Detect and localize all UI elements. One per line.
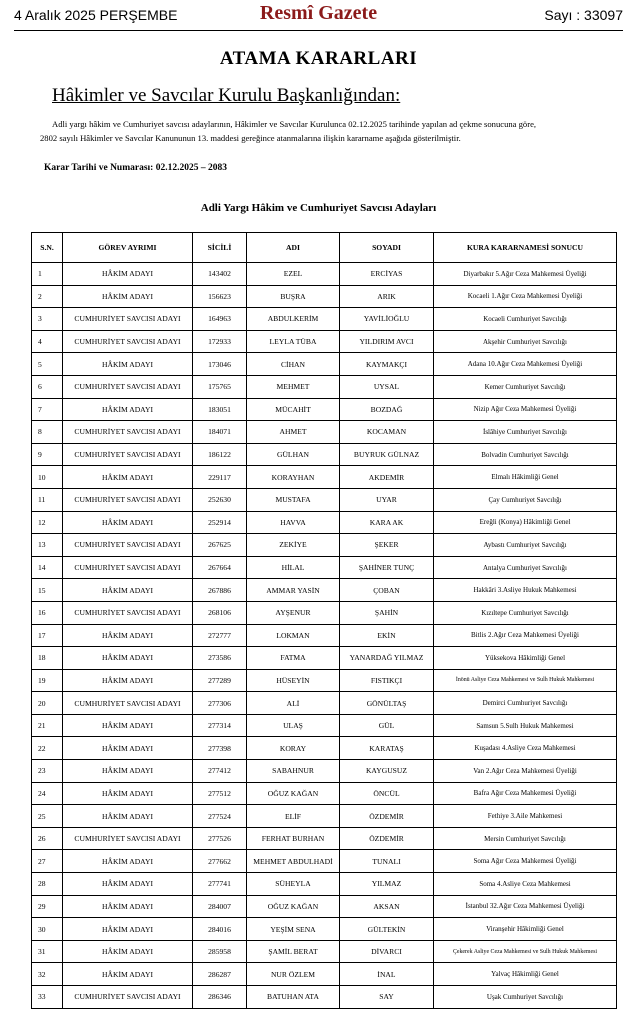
cell-registry: 173046 xyxy=(193,353,247,376)
table-row xyxy=(32,895,617,918)
cell-surname: ŞAHİN xyxy=(340,601,434,624)
cell-sn: 12 xyxy=(32,511,63,534)
cell-result: Ereğli (Konya) Hâkimliği Genel xyxy=(434,511,617,534)
table-row xyxy=(32,692,617,715)
cell-duty: HÂKİM ADAYI xyxy=(63,579,193,602)
cell-first-name: CİHAN xyxy=(247,353,340,376)
cell-sn: 18 xyxy=(32,647,63,670)
cell-registry: 286287 xyxy=(193,963,247,986)
institution-heading: Hâkimler ve Savcılar Kurulu Başkanlığından: xyxy=(52,85,401,106)
cell-result: Uşak Cumhuriyet Savcılığı xyxy=(434,986,617,1009)
col-header-registry: SİCİLİ xyxy=(193,233,247,263)
cell-result: Yalvaç Hâkimliği Genel xyxy=(434,963,617,986)
cell-registry: 284007 xyxy=(193,895,247,918)
cell-sn: 6 xyxy=(32,375,63,398)
cell-registry: 277662 xyxy=(193,850,247,873)
cell-registry: 277524 xyxy=(193,805,247,828)
table-row xyxy=(32,511,617,534)
cell-surname: ÖZDEMİR xyxy=(340,827,434,850)
cell-sn: 29 xyxy=(32,895,63,918)
cell-sn: 22 xyxy=(32,737,63,760)
cell-sn: 9 xyxy=(32,443,63,466)
cell-result: Mersin Cumhuriyet Savcılığı xyxy=(434,827,617,850)
cell-surname: FISTIKÇI xyxy=(340,669,434,692)
cell-surname: ŞAHİNER TUNÇ xyxy=(340,556,434,579)
cell-result: Hakkâri 3.Asliye Hukuk Mahkemesi xyxy=(434,579,617,602)
cell-first-name: AHMET xyxy=(247,421,340,444)
cell-sn: 33 xyxy=(32,986,63,1009)
cell-result: İnönü Asliye Ceza Mahkemesi ve Sulh Hukuk Mahkemesi xyxy=(434,669,617,692)
table-row xyxy=(32,308,617,331)
cell-surname: ŞEKER xyxy=(340,534,434,557)
cell-duty: CUMHURİYET SAVCISI ADAYI xyxy=(63,421,193,444)
cell-first-name: ELİF xyxy=(247,805,340,828)
cell-sn: 32 xyxy=(32,963,63,986)
cell-first-name: OĞUZ KAĞAN xyxy=(247,895,340,918)
table-row xyxy=(32,285,617,308)
cell-duty: HÂKİM ADAYI xyxy=(63,669,193,692)
cell-duty: HÂKİM ADAYI xyxy=(63,940,193,963)
table-row xyxy=(32,714,617,737)
cell-first-name: NUR ÖZLEM xyxy=(247,963,340,986)
table-row xyxy=(32,737,617,760)
cell-first-name: SÜHEYLA xyxy=(247,873,340,896)
cell-first-name: ALİ xyxy=(247,692,340,715)
table-row xyxy=(32,918,617,941)
cell-duty: CUMHURİYET SAVCISI ADAYI xyxy=(63,986,193,1009)
cell-duty: HÂKİM ADAYI xyxy=(63,918,193,941)
issue-number: Sayı : 33097 xyxy=(544,7,623,23)
cell-duty: HÂKİM ADAYI xyxy=(63,511,193,534)
table-row xyxy=(32,556,617,579)
cell-registry: 286346 xyxy=(193,986,247,1009)
table-row xyxy=(32,488,617,511)
cell-sn: 21 xyxy=(32,714,63,737)
cell-duty: HÂKİM ADAYI xyxy=(63,714,193,737)
cell-registry: 229117 xyxy=(193,466,247,489)
cell-sn: 14 xyxy=(32,556,63,579)
cell-sn: 19 xyxy=(32,669,63,692)
cell-result: Nizip Ağır Ceza Mahkemesi Üyeliği xyxy=(434,398,617,421)
table-row xyxy=(32,330,617,353)
cell-sn: 7 xyxy=(32,398,63,421)
gazette-title: Resmî Gazete xyxy=(259,2,378,24)
table-row xyxy=(32,805,617,828)
cell-registry: 277314 xyxy=(193,714,247,737)
cell-first-name: HAVVA xyxy=(247,511,340,534)
cell-surname: ERCİYAS xyxy=(340,263,434,286)
cell-duty: HÂKİM ADAYI xyxy=(63,285,193,308)
cell-result: Kızıltepe Cumhuriyet Savcılığı xyxy=(434,601,617,624)
cell-surname: ARIK xyxy=(340,285,434,308)
cell-duty: CUMHURİYET SAVCISI ADAYI xyxy=(63,330,193,353)
cell-duty: CUMHURİYET SAVCISI ADAYI xyxy=(63,601,193,624)
cell-sn: 13 xyxy=(32,534,63,557)
cell-surname: YILDIRIM AVCI xyxy=(340,330,434,353)
cell-sn: 31 xyxy=(32,940,63,963)
cell-duty: CUMHURİYET SAVCISI ADAYI xyxy=(63,692,193,715)
table-row xyxy=(32,986,617,1009)
cell-surname: EKİN xyxy=(340,624,434,647)
cell-registry: 267625 xyxy=(193,534,247,557)
cell-surname: DİVARCI xyxy=(340,940,434,963)
cell-duty: CUMHURİYET SAVCISI ADAYI xyxy=(63,443,193,466)
cell-first-name: BATUHAN ATA xyxy=(247,986,340,1009)
cell-registry: 252630 xyxy=(193,488,247,511)
table-row xyxy=(32,601,617,624)
cell-result: Kocaeli 1.Ağır Ceza Mahkemesi Üyeliği xyxy=(434,285,617,308)
cell-first-name: ŞAMİL BERAT xyxy=(247,940,340,963)
table-title: Adli Yargı Hâkim ve Cumhuriyet Savcısı Adayları xyxy=(200,202,437,214)
cell-surname: TUNALI xyxy=(340,850,434,873)
cell-sn: 4 xyxy=(32,330,63,353)
cell-duty: HÂKİM ADAYI xyxy=(63,353,193,376)
cell-sn: 25 xyxy=(32,805,63,828)
cell-registry: 267664 xyxy=(193,556,247,579)
cell-duty: HÂKİM ADAYI xyxy=(63,782,193,805)
cell-duty: HÂKİM ADAYI xyxy=(63,263,193,286)
cell-surname: AKDEMİR xyxy=(340,466,434,489)
cell-result: Demirci Cumhuriyet Savcılığı xyxy=(434,692,617,715)
intro-line-1: Adli yargı hâkim ve Cumhuriyet savcısı adaylarının, Hâkimler ve Savcılar Kurulunca 02.12.2025 tarihinde yapılan ad çekme sonucuna göre, xyxy=(52,119,537,129)
table-row xyxy=(32,375,617,398)
col-header-sn: S.N. xyxy=(32,233,63,263)
cell-surname: AKSAN xyxy=(340,895,434,918)
cell-duty: HÂKİM ADAYI xyxy=(63,895,193,918)
table-row xyxy=(32,263,617,286)
cell-registry: 252914 xyxy=(193,511,247,534)
cell-result: Viranşehir Hâkimliği Genel xyxy=(434,918,617,941)
col-header-result: KURA KARARNAMESİ SONUCU xyxy=(434,233,617,263)
cell-sn: 30 xyxy=(32,918,63,941)
cell-result: Yüksekova Hâkimliği Genel xyxy=(434,647,617,670)
cell-registry: 277526 xyxy=(193,827,247,850)
cell-first-name: MEHMET xyxy=(247,375,340,398)
appointments-table xyxy=(31,232,617,1009)
cell-result: Bafra Ağır Ceza Mahkemesi Üyeliği xyxy=(434,782,617,805)
cell-sn: 1 xyxy=(32,263,63,286)
cell-result: Akşehir Cumhuriyet Savcılığı xyxy=(434,330,617,353)
table-row xyxy=(32,579,617,602)
cell-sn: 15 xyxy=(32,579,63,602)
cell-registry: 277398 xyxy=(193,737,247,760)
table-row xyxy=(32,421,617,444)
cell-surname: UYSAL xyxy=(340,375,434,398)
table-row xyxy=(32,353,617,376)
cell-result: Kocaeli Cumhuriyet Savcılığı xyxy=(434,308,617,331)
table-row xyxy=(32,760,617,783)
cell-surname: UYAR xyxy=(340,488,434,511)
col-header-surname: SOYADI xyxy=(340,233,434,263)
cell-result: Elmalı Hâkimliği Genel xyxy=(434,466,617,489)
cell-first-name: OĞUZ KAĞAN xyxy=(247,782,340,805)
cell-surname: SAY xyxy=(340,986,434,1009)
cell-first-name: AMMAR YASİN xyxy=(247,579,340,602)
cell-surname: KAYGUSUZ xyxy=(340,760,434,783)
table-row xyxy=(32,398,617,421)
cell-result: Adana 10.Ağır Ceza Mahkemesi Üyeliği xyxy=(434,353,617,376)
cell-duty: HÂKİM ADAYI xyxy=(63,850,193,873)
table-row xyxy=(32,466,617,489)
page-title: ATAMA KARARLARI xyxy=(219,48,418,69)
cell-first-name: SABAHNUR xyxy=(247,760,340,783)
cell-registry: 184071 xyxy=(193,421,247,444)
cell-first-name: EZEL xyxy=(247,263,340,286)
cell-first-name: GÜLHAN xyxy=(247,443,340,466)
intro-line-2: 2802 sayılı Hâkimler ve Savcılar Kanununun 13. maddesi gereğince atanmalarına ilişkin kararname aşağıda gösterilmiştir. xyxy=(40,133,461,143)
cell-sn: 10 xyxy=(32,466,63,489)
cell-first-name: MUSTAFA xyxy=(247,488,340,511)
table-body xyxy=(32,263,617,1009)
cell-surname: KARA AK xyxy=(340,511,434,534)
cell-registry: 273586 xyxy=(193,647,247,670)
table-row xyxy=(32,940,617,963)
cell-sn: 27 xyxy=(32,850,63,873)
cell-result: Van 2.Ağır Ceza Mahkemesi Üyeliği xyxy=(434,760,617,783)
intro-paragraph xyxy=(40,117,620,145)
cell-duty: CUMHURİYET SAVCISI ADAYI xyxy=(63,556,193,579)
cell-duty: HÂKİM ADAYI xyxy=(63,873,193,896)
cell-registry: 172933 xyxy=(193,330,247,353)
cell-first-name: FERHAT BURHAN xyxy=(247,827,340,850)
cell-sn: 26 xyxy=(32,827,63,850)
cell-sn: 24 xyxy=(32,782,63,805)
cell-first-name: MEHMET ABDULHADİ xyxy=(247,850,340,873)
cell-first-name: BUŞRA xyxy=(247,285,340,308)
cell-registry: 277412 xyxy=(193,760,247,783)
cell-surname: KARATAŞ xyxy=(340,737,434,760)
table-row xyxy=(32,443,617,466)
cell-duty: HÂKİM ADAYI xyxy=(63,398,193,421)
cell-duty: HÂKİM ADAYI xyxy=(63,805,193,828)
cell-sn: 16 xyxy=(32,601,63,624)
cell-registry: 277741 xyxy=(193,873,247,896)
table-row xyxy=(32,669,617,692)
cell-result: Kuşadası 4.Asliye Ceza Mahkemesi xyxy=(434,737,617,760)
cell-sn: 28 xyxy=(32,873,63,896)
table-row xyxy=(32,534,617,557)
cell-surname: ÖNCÜL xyxy=(340,782,434,805)
cell-first-name: ULAŞ xyxy=(247,714,340,737)
cell-result: Soma Ağır Ceza Mahkemesi Üyeliği xyxy=(434,850,617,873)
col-header-first-name: ADI xyxy=(247,233,340,263)
table-row xyxy=(32,850,617,873)
cell-sn: 17 xyxy=(32,624,63,647)
cell-sn: 2 xyxy=(32,285,63,308)
cell-registry: 268106 xyxy=(193,601,247,624)
table-row xyxy=(32,782,617,805)
cell-duty: HÂKİM ADAYI xyxy=(63,647,193,670)
cell-duty: CUMHURİYET SAVCISI ADAYI xyxy=(63,534,193,557)
cell-result: Soma 4.Asliye Ceza Mahkemesi xyxy=(434,873,617,896)
cell-sn: 3 xyxy=(32,308,63,331)
cell-registry: 285958 xyxy=(193,940,247,963)
table-row xyxy=(32,873,617,896)
cell-result: Fethiye 3.Aile Mahkemesi xyxy=(434,805,617,828)
cell-result: Aybastı Cumhuriyet Savcılığı xyxy=(434,534,617,557)
cell-registry: 156623 xyxy=(193,285,247,308)
cell-duty: CUMHURİYET SAVCISI ADAYI xyxy=(63,488,193,511)
cell-first-name: KORAY xyxy=(247,737,340,760)
cell-result: İslâhiye Cumhuriyet Savcılığı xyxy=(434,421,617,444)
cell-surname: BOZDAĞ xyxy=(340,398,434,421)
cell-duty: CUMHURİYET SAVCISI ADAYI xyxy=(63,827,193,850)
cell-registry: 284016 xyxy=(193,918,247,941)
cell-first-name: ABDULKERİM xyxy=(247,308,340,331)
table-row xyxy=(32,827,617,850)
cell-result: Samsun 5.Sulh Hukuk Mahkemesi xyxy=(434,714,617,737)
cell-first-name: HÜSEYİN xyxy=(247,669,340,692)
cell-registry: 183051 xyxy=(193,398,247,421)
cell-first-name: YEŞİM SENA xyxy=(247,918,340,941)
cell-first-name: ZEKİYE xyxy=(247,534,340,557)
decision-date-number: Karar Tarihi ve Numarası: 02.12.2025 – 2083 xyxy=(44,163,227,173)
cell-sn: 5 xyxy=(32,353,63,376)
cell-surname: KAYMAKÇI xyxy=(340,353,434,376)
cell-duty: CUMHURİYET SAVCISI ADAYI xyxy=(63,308,193,331)
cell-surname: GÜLTEKİN xyxy=(340,918,434,941)
cell-sn: 23 xyxy=(32,760,63,783)
cell-first-name: LOKMAN xyxy=(247,624,340,647)
cell-surname: YILMAZ xyxy=(340,873,434,896)
cell-surname: KOCAMAN xyxy=(340,421,434,444)
table-row xyxy=(32,624,617,647)
gazette-header xyxy=(0,0,637,30)
cell-surname: GÖNÜLTAŞ xyxy=(340,692,434,715)
cell-registry: 277512 xyxy=(193,782,247,805)
cell-registry: 186122 xyxy=(193,443,247,466)
cell-surname: GÜL xyxy=(340,714,434,737)
cell-first-name: KORAYHAN xyxy=(247,466,340,489)
cell-result: Diyarbakır 5.Ağır Ceza Mahkemesi Üyeliği xyxy=(434,263,617,286)
col-header-duty: GÖREV AYRIMI xyxy=(63,233,193,263)
cell-sn: 11 xyxy=(32,488,63,511)
cell-surname: YAVİLİOĞLU xyxy=(340,308,434,331)
issue-date: 4 Aralık 2025 PERŞEMBE xyxy=(14,7,178,23)
cell-duty: HÂKİM ADAYI xyxy=(63,760,193,783)
cell-sn: 20 xyxy=(32,692,63,715)
cell-result: Bitlis 2.Ağır Ceza Mahkemesi Üyeliği xyxy=(434,624,617,647)
cell-surname: İNAL xyxy=(340,963,434,986)
table-header-row xyxy=(32,233,617,263)
cell-registry: 277289 xyxy=(193,669,247,692)
cell-surname: BUYRUK GÜLNAZ xyxy=(340,443,434,466)
header-divider xyxy=(14,30,623,31)
cell-duty: CUMHURİYET SAVCISI ADAYI xyxy=(63,375,193,398)
cell-first-name: HİLAL xyxy=(247,556,340,579)
cell-registry: 277306 xyxy=(193,692,247,715)
cell-registry: 175765 xyxy=(193,375,247,398)
cell-duty: HÂKİM ADAYI xyxy=(63,737,193,760)
cell-result: Antalya Cumhuriyet Savcılığı xyxy=(434,556,617,579)
cell-surname: YANARDAĞ YILMAZ xyxy=(340,647,434,670)
cell-result: Bolvadin Cumhuriyet Savcılığı xyxy=(434,443,617,466)
table-row xyxy=(32,963,617,986)
cell-surname: ÖZDEMİR xyxy=(340,805,434,828)
cell-registry: 267886 xyxy=(193,579,247,602)
cell-first-name: LEYLA TÜBA xyxy=(247,330,340,353)
cell-result: İstanbul 32.Ağır Ceza Mahkemesi Üyeliği xyxy=(434,895,617,918)
cell-duty: HÂKİM ADAYI xyxy=(63,624,193,647)
cell-registry: 164963 xyxy=(193,308,247,331)
cell-surname: ÇOBAN xyxy=(340,579,434,602)
cell-result: Kemer Cumhuriyet Savcılığı xyxy=(434,375,617,398)
cell-sn: 8 xyxy=(32,421,63,444)
cell-first-name: MÜCAHİT xyxy=(247,398,340,421)
table-row xyxy=(32,647,617,670)
cell-first-name: AYŞENUR xyxy=(247,601,340,624)
cell-registry: 143402 xyxy=(193,263,247,286)
cell-result: Çekerek Asliye Ceza Mahkemesi ve Sulh Hukuk Mahkemesi xyxy=(434,940,617,963)
cell-duty: HÂKİM ADAYI xyxy=(63,466,193,489)
cell-duty: HÂKİM ADAYI xyxy=(63,963,193,986)
cell-result: Çay Cumhuriyet Savcılığı xyxy=(434,488,617,511)
cell-first-name: FATMA xyxy=(247,647,340,670)
cell-registry: 272777 xyxy=(193,624,247,647)
